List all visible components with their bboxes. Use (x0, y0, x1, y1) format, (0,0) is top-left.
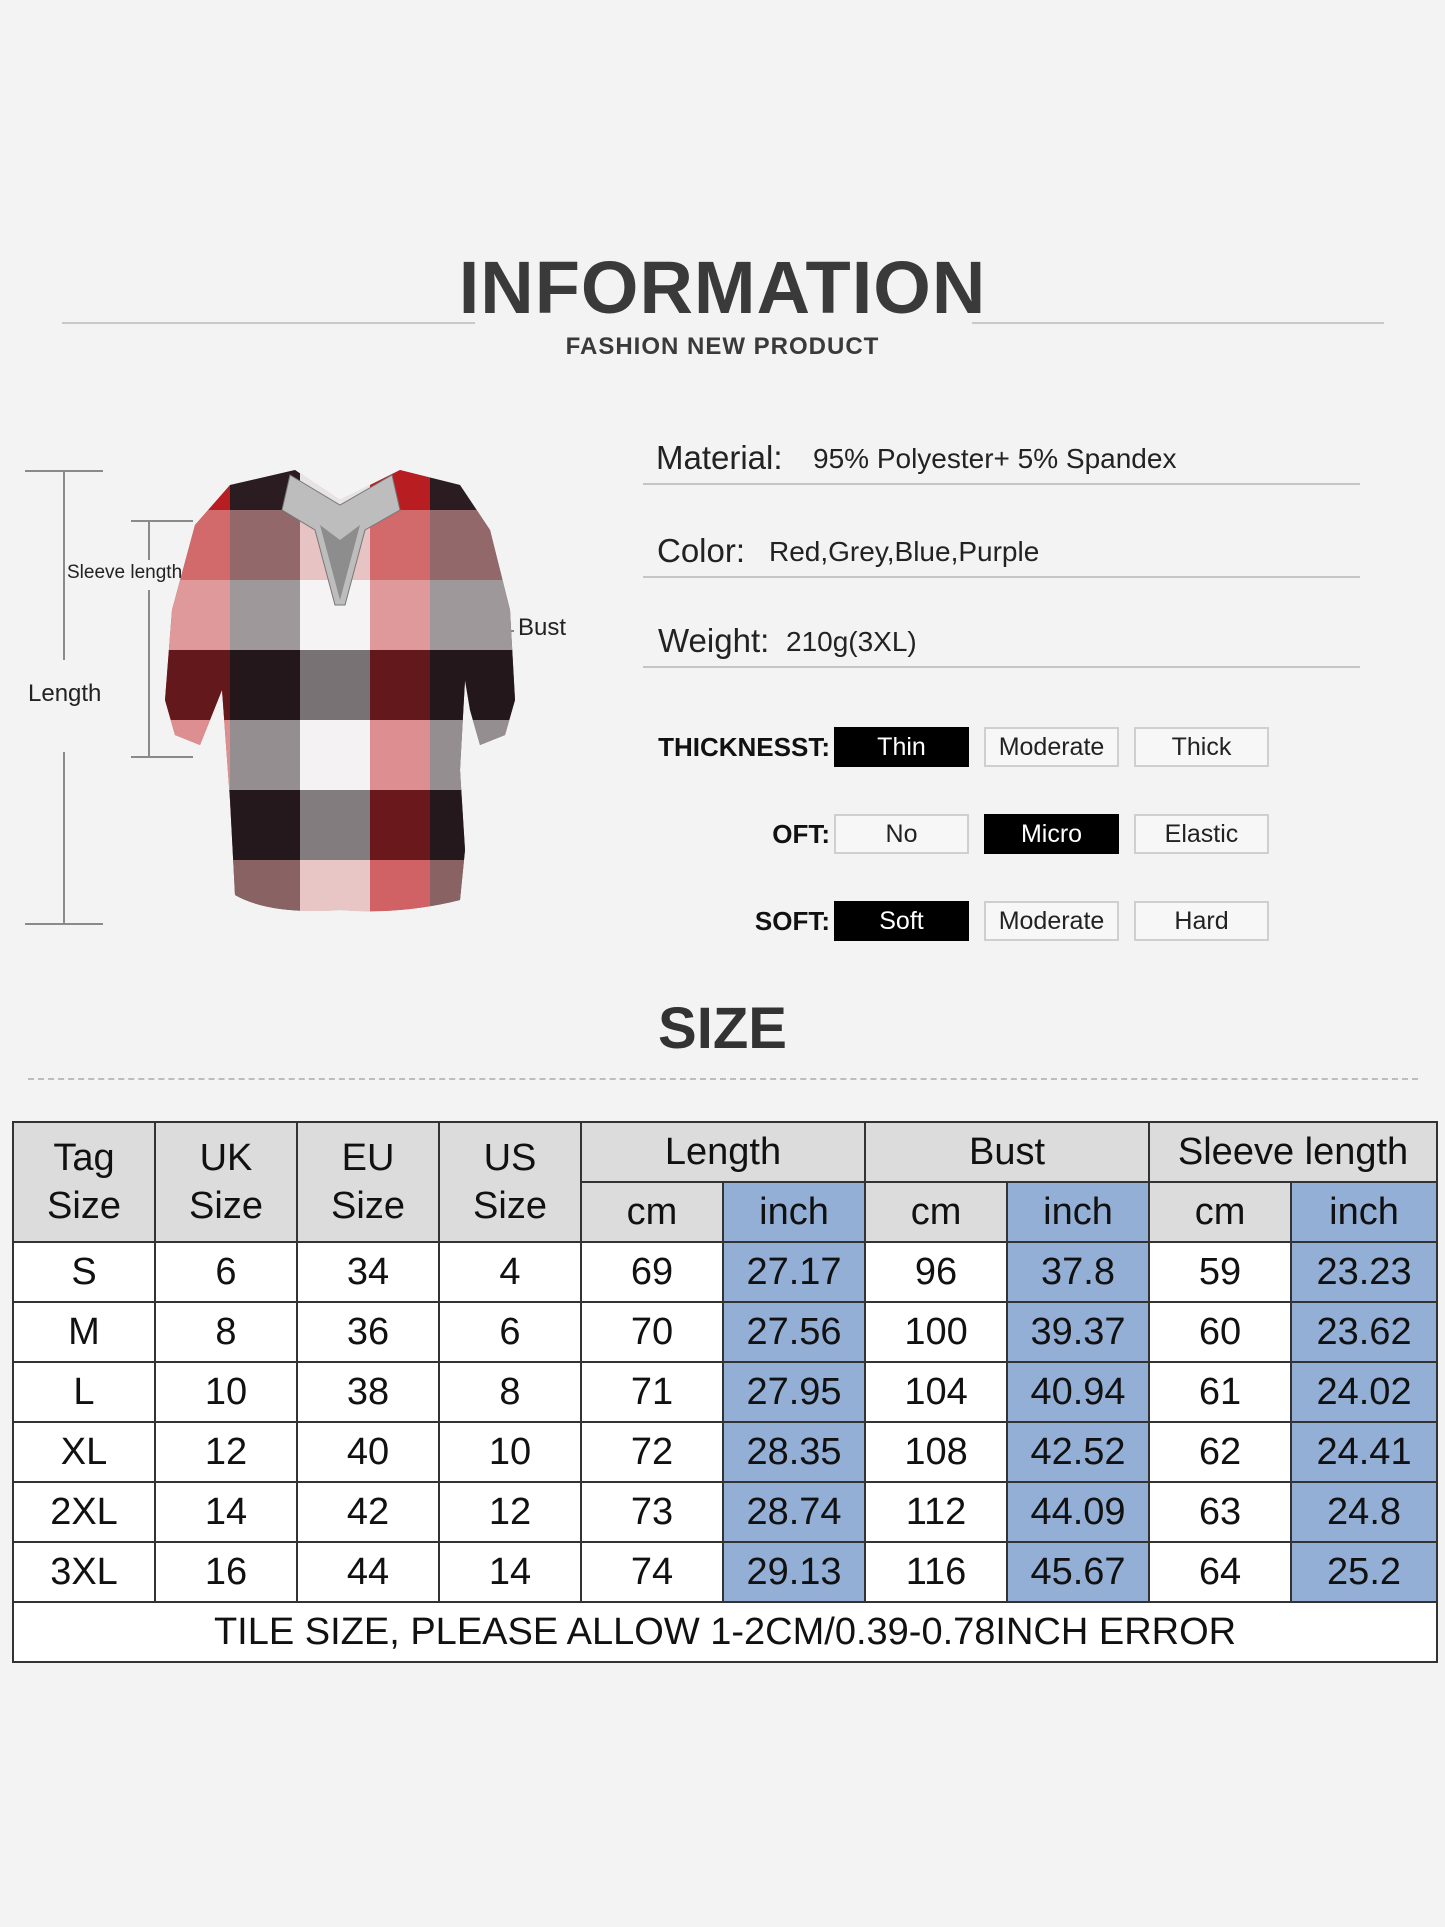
cell-length-cm: 71 (581, 1362, 723, 1422)
table-row (13, 1242, 1437, 1302)
cell-bust-cm: 116 (865, 1542, 1007, 1602)
color-value: Red,Grey,Blue,Purple (769, 536, 1040, 567)
header-bust-inch: inch (1007, 1182, 1149, 1242)
cell-length-cm: 72 (581, 1422, 723, 1482)
oft-option-micro[interactable]: Micro (984, 814, 1119, 854)
header-sleeve-length: Sleeve length (1149, 1122, 1437, 1182)
bust-label: Bust (518, 614, 567, 641)
cell-sleeve-cm: 64 (1149, 1542, 1291, 1602)
table-row (13, 1302, 1437, 1362)
cell-tag: L (13, 1362, 155, 1422)
cell-bust-inch: 40.94 (1007, 1362, 1149, 1422)
cell-bust-inch: 37.8 (1007, 1242, 1149, 1302)
color-row (643, 528, 1360, 578)
thickness-option-moderate[interactable]: Moderate (984, 727, 1119, 767)
cell-length-inch: 27.17 (723, 1242, 865, 1302)
size-divider (28, 1078, 1418, 1080)
cell-sleeve-cm: 59 (1149, 1242, 1291, 1302)
header-uk-size (155, 1122, 297, 1242)
cell-uk: 14 (155, 1482, 297, 1542)
weight-row (643, 618, 1360, 668)
header-tag-line1: Tag (53, 1137, 115, 1179)
cell-uk: 10 (155, 1362, 297, 1422)
cell-bust-inch: 39.37 (1007, 1302, 1149, 1362)
cell-length-cm: 70 (581, 1302, 723, 1362)
cell-tag: XL (13, 1422, 155, 1482)
oft-option-no[interactable]: No (834, 814, 969, 854)
soft-option-soft[interactable]: Soft (834, 901, 969, 941)
cell-uk: 16 (155, 1542, 297, 1602)
header-tag-size (13, 1122, 155, 1242)
cell-eu: 42 (297, 1482, 439, 1542)
cell-sleeve-inch: 23.23 (1291, 1242, 1437, 1302)
cell-bust-cm: 112 (865, 1482, 1007, 1542)
page-title: INFORMATION (458, 246, 987, 329)
header-us-line2: Size (473, 1185, 547, 1227)
header-us-size (439, 1122, 581, 1242)
shirt-diagram (0, 450, 600, 950)
length-bottom-tick (25, 923, 103, 925)
cell-us: 6 (439, 1302, 581, 1362)
thickness-option-thin[interactable]: Thin (834, 727, 969, 767)
note-row (13, 1602, 1437, 1662)
cell-uk: 8 (155, 1302, 297, 1362)
cell-bust-inch: 42.52 (1007, 1422, 1149, 1482)
oft-label: OFT: (772, 819, 830, 849)
header-length: Length (581, 1122, 865, 1182)
cell-tag: M (13, 1302, 155, 1362)
cell-uk: 12 (155, 1422, 297, 1482)
header-length-inch: inch (723, 1182, 865, 1242)
cell-us: 8 (439, 1362, 581, 1422)
cell-length-inch: 27.56 (723, 1302, 865, 1362)
soft-option-moderate[interactable]: Moderate (984, 901, 1119, 941)
page-subtitle: FASHION NEW PRODUCT (565, 333, 880, 360)
sleeve-line-lower (148, 590, 150, 756)
header-tag-line2: Size (47, 1185, 121, 1227)
header-uk-line1: UK (199, 1137, 253, 1179)
cell-tag: 3XL (13, 1542, 155, 1602)
cell-length-inch: 27.95 (723, 1362, 865, 1422)
length-line-lower (63, 752, 65, 923)
size-header-row (13, 1122, 1437, 1182)
cell-eu: 44 (297, 1542, 439, 1602)
cell-sleeve-inch: 24.8 (1291, 1482, 1437, 1542)
cell-sleeve-inch: 24.02 (1291, 1362, 1437, 1422)
cell-length-inch: 29.13 (723, 1542, 865, 1602)
material-row (643, 435, 1360, 485)
cell-eu: 38 (297, 1362, 439, 1422)
cell-bust-cm: 104 (865, 1362, 1007, 1422)
length-line-upper (63, 470, 65, 660)
size-title: SIZE (658, 996, 787, 1061)
cell-length-inch: 28.35 (723, 1422, 865, 1482)
cell-sleeve-cm: 60 (1149, 1302, 1291, 1362)
header-length-cm: cm (581, 1182, 723, 1242)
header-eu-size (297, 1122, 439, 1242)
cell-bust-cm: 100 (865, 1302, 1007, 1362)
header-bust: Bust (865, 1122, 1149, 1182)
cell-length-cm: 74 (581, 1542, 723, 1602)
weight-key: Weight: (658, 622, 770, 659)
size-table (12, 1121, 1438, 1663)
cell-length-cm: 69 (581, 1242, 723, 1302)
length-label: Length (28, 680, 102, 707)
header-bust-cm: cm (865, 1182, 1007, 1242)
cell-bust-inch: 44.09 (1007, 1482, 1149, 1542)
cell-length-cm: 73 (581, 1482, 723, 1542)
cell-bust-cm: 96 (865, 1242, 1007, 1302)
header-uk-line2: Size (189, 1185, 263, 1227)
plaid-shirt-image (160, 470, 520, 920)
material-key: Material: (656, 439, 783, 476)
cell-sleeve-cm: 62 (1149, 1422, 1291, 1482)
size-error-note: TILE SIZE, PLEASE ALLOW 1-2CM/0.39-0.78INCH ERROR (13, 1602, 1437, 1662)
header-sleeve-cm: cm (1149, 1182, 1291, 1242)
cell-us: 12 (439, 1482, 581, 1542)
sleeve-line-upper (148, 520, 150, 560)
color-key: Color: (657, 532, 746, 569)
table-row (13, 1362, 1437, 1422)
cell-sleeve-inch: 25.2 (1291, 1542, 1437, 1602)
header-eu-line1: EU (341, 1137, 395, 1179)
header-us-line1: US (483, 1137, 537, 1179)
cell-sleeve-inch: 24.41 (1291, 1422, 1437, 1482)
cell-us: 14 (439, 1542, 581, 1602)
cell-sleeve-inch: 23.62 (1291, 1302, 1437, 1362)
soft-label: SOFT: (754, 906, 830, 936)
weight-value: 210g(3XL) (786, 626, 917, 657)
oft-option-elastic[interactable]: Elastic (1134, 814, 1269, 854)
table-row (13, 1422, 1437, 1482)
cell-bust-inch: 45.67 (1007, 1542, 1149, 1602)
table-row (13, 1482, 1437, 1542)
cell-tag: S (13, 1242, 155, 1302)
header-eu-line2: Size (331, 1185, 405, 1227)
cell-bust-cm: 108 (865, 1422, 1007, 1482)
cell-length-inch: 28.74 (723, 1482, 865, 1542)
cell-sleeve-cm: 63 (1149, 1482, 1291, 1542)
sleeve-length-label: Sleeve length (67, 562, 183, 583)
cell-tag: 2XL (13, 1482, 155, 1542)
soft-option-hard[interactable]: Hard (1134, 901, 1269, 941)
cell-sleeve-cm: 61 (1149, 1362, 1291, 1422)
cell-eu: 40 (297, 1422, 439, 1482)
thickness-label: THICKNESST: (658, 732, 830, 762)
cell-us: 4 (439, 1242, 581, 1302)
material-value: 95% Polyester+ 5% Spandex (813, 443, 1177, 474)
cell-eu: 36 (297, 1302, 439, 1362)
table-row (13, 1542, 1437, 1602)
cell-eu: 34 (297, 1242, 439, 1302)
cell-us: 10 (439, 1422, 581, 1482)
cell-uk: 6 (155, 1242, 297, 1302)
thickness-option-thick[interactable]: Thick (1134, 727, 1269, 767)
header-sleeve-inch: inch (1291, 1182, 1437, 1242)
